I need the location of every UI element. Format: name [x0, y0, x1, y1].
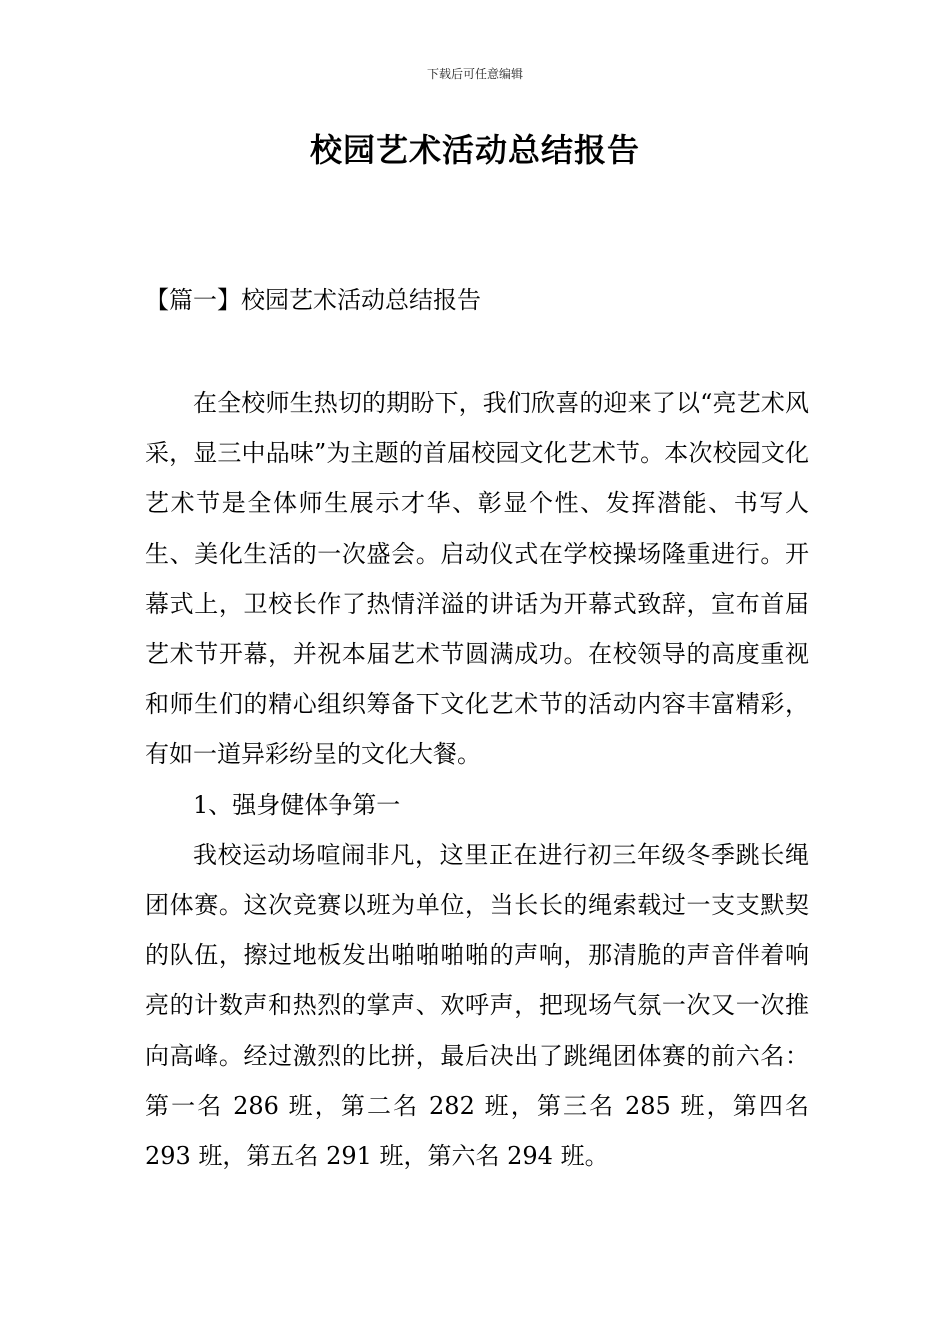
intro-paragraph: 在全校师生热切的期盼下，我们欣喜的迎来了以“亮艺术风采，显三中品味”为主题的首届校园文化艺术节。本次校园文化艺术节是全体师生展示才华、彰显个性、发挥潜能、书写人生、美化生活的一次盛会。启动仪式在学校操场隆重进行。开幕式上，卫校长作了热情洋溢的讲话为开幕式致辞，宣布首届艺术节开幕，并祝本届艺术节圆满成功。在校领导的高度重视和师生们的精心组织筹备下文化艺术节的活动内容丰富精彩，有如一道异彩纷呈的文化大餐。 [145, 389, 809, 769]
document-body [145, 378, 809, 1181]
header-note: 下载后可任意编辑 [426, 67, 523, 81]
document-title: 校园艺术活动总结报告 [309, 131, 640, 169]
subheading-item-1: 1、强身健体争第一 [193, 790, 401, 819]
body-paragraph: 我校运动场喧闹非凡，这里正在进行初三年级冬季跳长绳团体赛。这次竞赛以班为单位，当长长的绳索载过一支支默契的队伍，擦过地板发出啪啪啪啪的声响，那清脆的声音伴着响亮的计数声和热烈的掌声、欢呼声，把现场气氛一次又一次推向高峰。经过激烈的比拼，最后决出了跳绳团体赛的前六名：第一名 286 班，第二名 282 班，第三名 285 班，第四名 293 班，第五名 291 班，第六名 294 班。 [145, 840, 809, 1171]
section-heading: 【篇一】校园艺术活动总结报告 [145, 286, 481, 314]
